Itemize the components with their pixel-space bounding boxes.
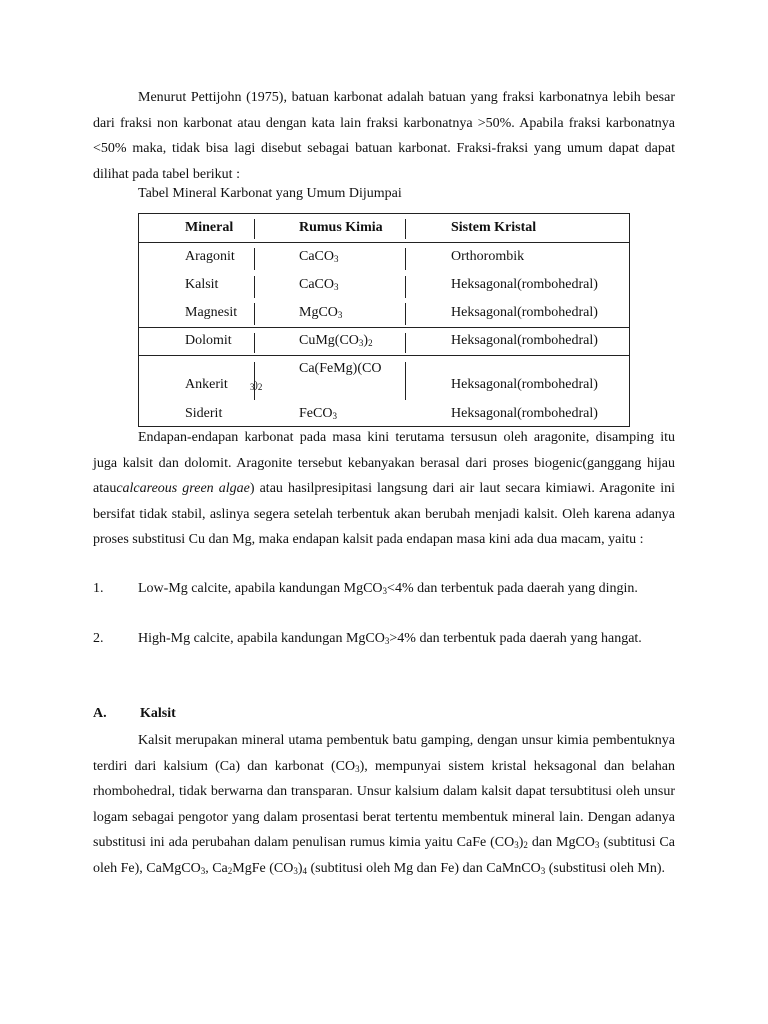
table-col-divider bbox=[254, 303, 255, 325]
table-col-divider bbox=[405, 219, 406, 239]
header-sistem-kristal: Sistem Kristal bbox=[451, 220, 537, 235]
body-paragraph: Endapan-endapan karbonat pada masa kini terutama tersusun oleh aragonite, disamping itu juga kalsit dan dolomit. Aragonite tersebut kebanyakan berasal dari proses biogenic(ganggang hijau ataucalcareous green algae) atau hasilpresipitasi langsung dari air laut secara kimiawi. Aragonite ini bersifat tidak stabil, aslinya segera setelah terbentuk akan berubah menjadi kalsit. Oleh karena adanya proses substitusi Cu dan Mg, maka endapan kalsit pada endapan masa kini ada dua macam, yaitu : bbox=[93, 430, 675, 547]
table-row-divider bbox=[138, 327, 630, 328]
table-col-divider bbox=[405, 362, 406, 400]
cell-sistem: Heksagonal(rombohedral) bbox=[451, 277, 598, 292]
cell-sistem: Heksagonal(rombohedral) bbox=[451, 305, 598, 320]
cell-formula: MgCO$_3$ bbox=[299, 305, 343, 320]
cell-mineral: Aragonit bbox=[185, 249, 235, 264]
cell-mineral: Kalsit bbox=[185, 277, 219, 292]
list-text: Low-Mg calcite, apabila kandungan MgCO$_3$<4% dan terbentuk pada daerah yang dingin. bbox=[138, 581, 638, 596]
cell-formula: FeCO$_3$ bbox=[299, 406, 337, 421]
table-col-divider bbox=[405, 303, 406, 325]
cell-formula: CaCO$_3$ bbox=[299, 249, 339, 264]
cell-formula-line1: Ca(FeMg)(CO bbox=[299, 361, 382, 376]
cell-mineral: Ankerit bbox=[185, 377, 228, 392]
cell-mineral: Siderit bbox=[185, 406, 223, 421]
cell-mineral: Dolomit bbox=[185, 333, 232, 348]
list-number: 2. bbox=[93, 631, 104, 646]
cell-formula: CaCO$_3$ bbox=[299, 277, 339, 292]
section-letter: A. bbox=[93, 706, 107, 721]
table-col-divider bbox=[254, 276, 255, 298]
section-title: Kalsit bbox=[140, 706, 176, 721]
table-col-divider bbox=[254, 333, 255, 353]
cell-sistem: Orthorombik bbox=[451, 249, 525, 264]
list-number: 1. bbox=[93, 581, 104, 596]
cell-sistem: Heksagonal(rombohedral) bbox=[451, 333, 598, 348]
table-header-divider bbox=[138, 242, 630, 243]
header-mineral: Mineral bbox=[185, 220, 234, 235]
table-row-divider bbox=[138, 355, 630, 356]
list-text: High-Mg calcite, apabila kandungan MgCO$_3$>4% dan terbentuk pada daerah yang hangat. bbox=[138, 631, 642, 646]
cell-sistem: Heksagonal(rombohedral) bbox=[451, 377, 598, 392]
header-rumus-kimia: Rumus Kimia bbox=[299, 220, 383, 235]
body-paragraph: Kalsit merupakan mineral utama pembentuk batu gamping, dengan unsur kimia pembentuknya terdiri dari kalsium (Ca) dan karbonat $(CO_3)$, mempunyai sistem kristal heksagonal dan belahan rhombohedral, tidak berwarna dan transparan. Unsur kalsium dalam kalsit dapat tersubtitusi oleh unsur logam sebagai pengotor yang dalam prosentasi berat tertentu membentuk mineral lain. Dengan adanya substitusi ini ada perubahan dalam penulisan rumus kimia yaitu CaFe $(CO_3)_2$ dan MgCO$_3$ (subtitusi Ca oleh Fe), CaMgCO$_3$, $Ca_2MgFe$ $(CO_3)_4$ (subtitusi oleh Mg dan Fe) dan CaMnCO$_3$ (substitusi oleh Mn). bbox=[93, 733, 675, 876]
table-caption: Tabel Mineral Karbonat yang Umum Dijumpai bbox=[138, 186, 402, 201]
table-col-divider bbox=[254, 248, 255, 270]
table-col-divider bbox=[405, 276, 406, 298]
table-col-divider bbox=[405, 333, 406, 353]
cell-formula-overflow: $_3)_2$ bbox=[250, 380, 263, 392]
cell-formula: $CuMg(CO_3)_2$ bbox=[299, 333, 373, 348]
table-col-divider bbox=[405, 248, 406, 270]
intro-paragraph: Menurut Pettijohn (1975), batuan karbonat adalah batuan yang fraksi karbonatnya lebih besar dari fraksi non karbonat atau dengan kata lain fraksi karbonatnya >50%. Apabila fraksi karbonatnya <50% maka, tidak bisa lagi disebut sebagai batuan karbonat. Fraksi-fraksi yang umum dapat dapat dilihat pada tabel berikut : bbox=[93, 90, 675, 182]
cell-sistem: Heksagonal(rombohedral) bbox=[451, 406, 598, 421]
cell-mineral: Magnesit bbox=[185, 305, 238, 320]
table-col-divider bbox=[254, 219, 255, 239]
